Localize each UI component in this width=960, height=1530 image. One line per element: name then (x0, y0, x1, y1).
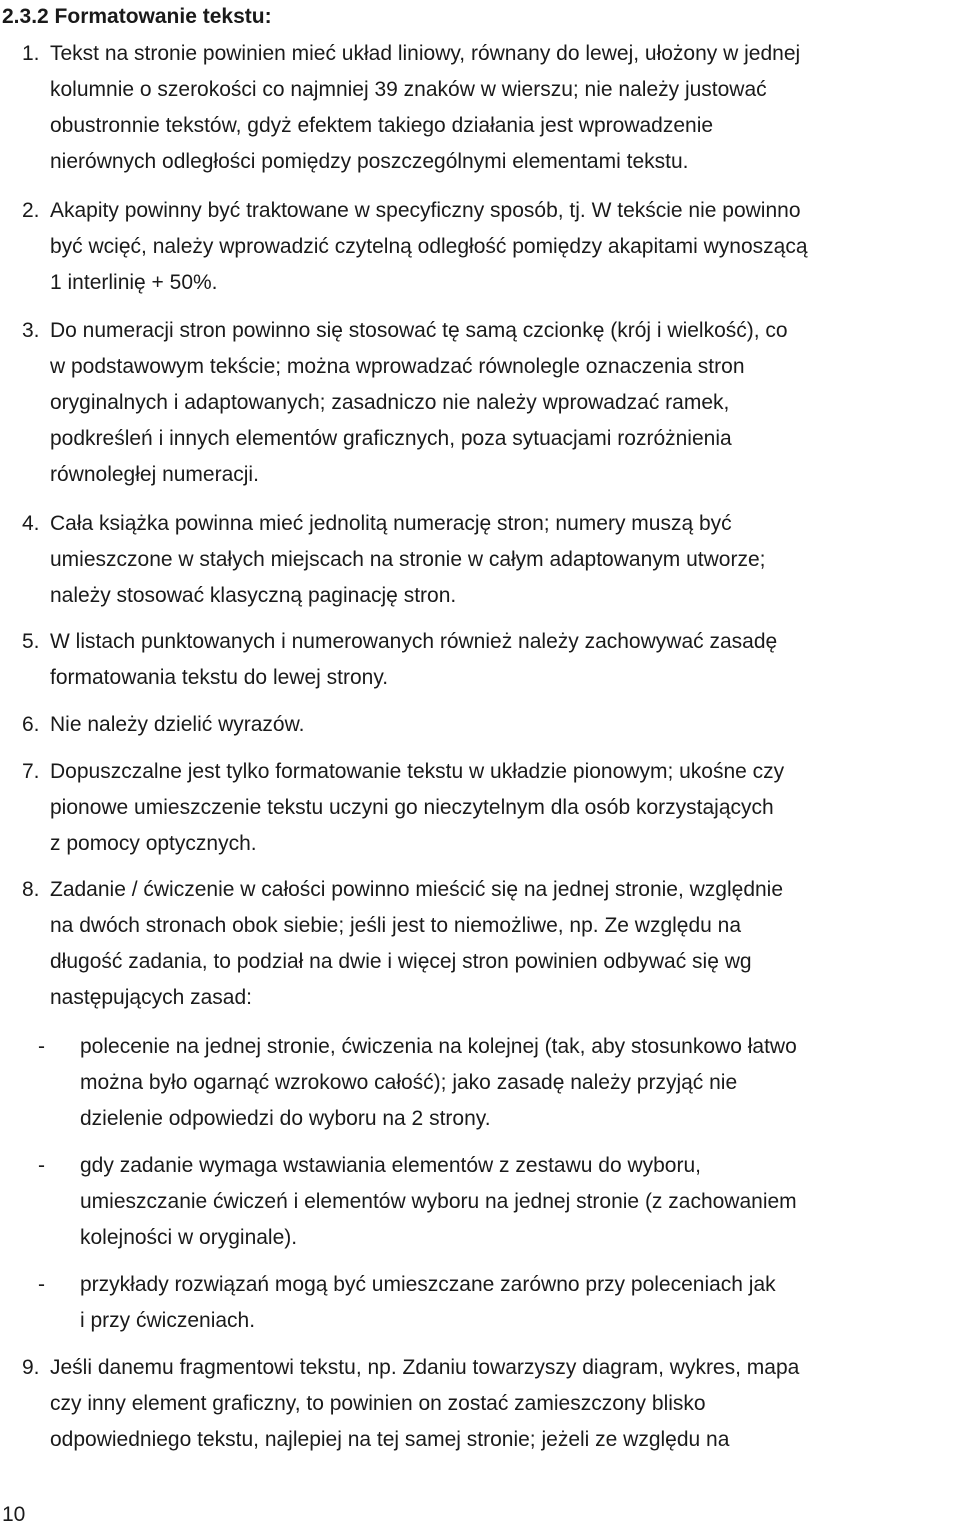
bullet-item-text (80, 1029, 953, 1137)
text-line: obustronnie tekstów, gdyż efektem takiego działania jest wprowadzenie (50, 114, 714, 137)
list-item-text (50, 754, 957, 862)
text-line: pionowe umieszczenie tekstu uczyni go nieczytelnym dla osób korzystających (50, 796, 774, 819)
list-item-text (50, 624, 957, 696)
list-item-text (50, 1350, 957, 1458)
text-line: Akapity powinny być traktowane w specyficzny sposób, tj. W tekście nie powinno (50, 199, 801, 222)
text-line: odpowiedniego tekstu, najlepiej na tej samej stronie; jeżeli ze względu na (50, 1428, 730, 1451)
text-line: nierównych odległości pomiędzy poszczególnymi elementami tekstu. (50, 150, 689, 173)
bullet-item-1 (38, 1029, 953, 1137)
text-line: czy inny element graficzny, to powinien on zostać zamieszczony blisko (50, 1392, 706, 1415)
text-line: umieszczone w stałych miejscach na stronie w całym adaptowanym utworze; (50, 548, 766, 571)
list-item-text (50, 872, 957, 1016)
text-line: kolumnie o szerokości co najmniej 39 znaków w wierszu; nie należy justować (50, 78, 767, 101)
section-heading: 2.3.2 Formatowanie tekstu: (2, 5, 272, 28)
text-line: 1 interlinię + 50%. (50, 271, 218, 294)
list-number: 9. (22, 1356, 40, 1379)
list-item-text (50, 36, 957, 180)
list-item-8 (22, 872, 957, 1016)
text-line: Tekst na stronie powinien mieć układ liniowy, równany do lewej, ułożony w jednej (50, 42, 801, 65)
text-line: na dwóch stronach obok siebie; jeśli jest to niemożliwe, np. Ze względu na (50, 914, 742, 937)
text-line: formatowania tekstu do lewej strony. (50, 666, 389, 689)
dash-marker: - (38, 1273, 45, 1296)
text-line: w podstawowym tekście; można wprowadzać równolegle oznaczenia stron (50, 355, 745, 378)
text-line: z pomocy optycznych. (50, 832, 257, 855)
list-number: 5. (22, 630, 40, 653)
list-item-3 (22, 313, 957, 493)
list-number: 2. (22, 199, 40, 222)
list-item-text (50, 506, 957, 614)
text-line: Cała książka powinna mieć jednolitą numerację stron; numery muszą być (50, 512, 732, 535)
list-item-2 (22, 193, 957, 301)
text-line: długość zadania, to podział na dwie i więcej stron powinien odbywać się wg (50, 950, 752, 973)
text-line: Dopuszczalne jest tylko formatowanie tekstu w układzie pionowym; ukośne czy (50, 760, 785, 783)
bullet-item-text (80, 1148, 953, 1256)
text-line: równoległej numeracji. (50, 463, 259, 486)
text-line: Jeśli danemu fragmentowi tekstu, np. Zdaniu towarzyszy diagram, wykres, mapa (50, 1356, 800, 1379)
text-line: W listach punktowanych i numerowanych również należy zachowywać zasadę (50, 630, 778, 653)
list-number: 4. (22, 512, 40, 535)
text-line: przykłady rozwiązań mogą być umieszczane zarówno przy poleceniach jak (80, 1273, 776, 1296)
text-line: podkreśleń i innych elementów graficznych, poza sytuacjami rozróżnienia (50, 427, 732, 450)
list-item-text (50, 707, 957, 743)
bullet-item-3 (38, 1267, 953, 1339)
text-line: oryginalnych i adaptowanych; zasadniczo nie należy wprowadzać ramek, (50, 391, 730, 414)
bullet-item-text (80, 1267, 953, 1339)
list-item-5 (22, 624, 957, 696)
dash-marker: - (38, 1035, 45, 1058)
bullet-item-2 (38, 1148, 953, 1256)
list-item-6 (22, 707, 957, 743)
list-number: 6. (22, 713, 40, 736)
text-line: dzielenie odpowiedzi do wyboru na 2 strony. (80, 1107, 491, 1130)
text-line: kolejności w oryginale). (80, 1226, 298, 1249)
dash-marker: - (38, 1154, 45, 1177)
page-number: 10 (2, 1503, 26, 1526)
text-line: gdy zadanie wymaga wstawiania elementów z zestawu do wyboru, (80, 1154, 701, 1177)
list-item-text (50, 313, 957, 493)
text-line: i przy ćwiczeniach. (80, 1309, 256, 1332)
text-line: Zadanie / ćwiczenie w całości powinno mieścić się na jednej stronie, względnie (50, 878, 784, 901)
list-item-4 (22, 506, 957, 614)
text-line: następujących zasad: (50, 986, 252, 1009)
list-item-1 (22, 36, 957, 180)
text-line: Do numeracji stron powinno się stosować tę samą czcionkę (krój i wielkość), co (50, 319, 788, 342)
text-line: polecenie na jednej stronie, ćwiczenia na kolejnej (tak, aby stosunkowo łatwo (80, 1035, 797, 1058)
text-line: umieszczanie ćwiczeń i elementów wyboru na jednej stronie (z zachowaniem (80, 1190, 797, 1213)
list-number: 8. (22, 878, 40, 901)
text-line: należy stosować klasyczną paginację stron. (50, 584, 457, 607)
list-number: 7. (22, 760, 40, 783)
text-line: być wcięć, należy wprowadzić czytelną odległość pomiędzy akapitami wynoszącą (50, 235, 808, 258)
list-item-text (50, 193, 957, 301)
list-item-7 (22, 754, 957, 862)
text-line: można było ogarnąć wzrokowo całość); jako zasadę należy przyjąć nie (80, 1071, 738, 1094)
list-item-9 (22, 1350, 957, 1458)
list-number: 1. (22, 42, 40, 65)
text-line: Nie należy dzielić wyrazów. (50, 713, 305, 736)
list-number: 3. (22, 319, 40, 342)
